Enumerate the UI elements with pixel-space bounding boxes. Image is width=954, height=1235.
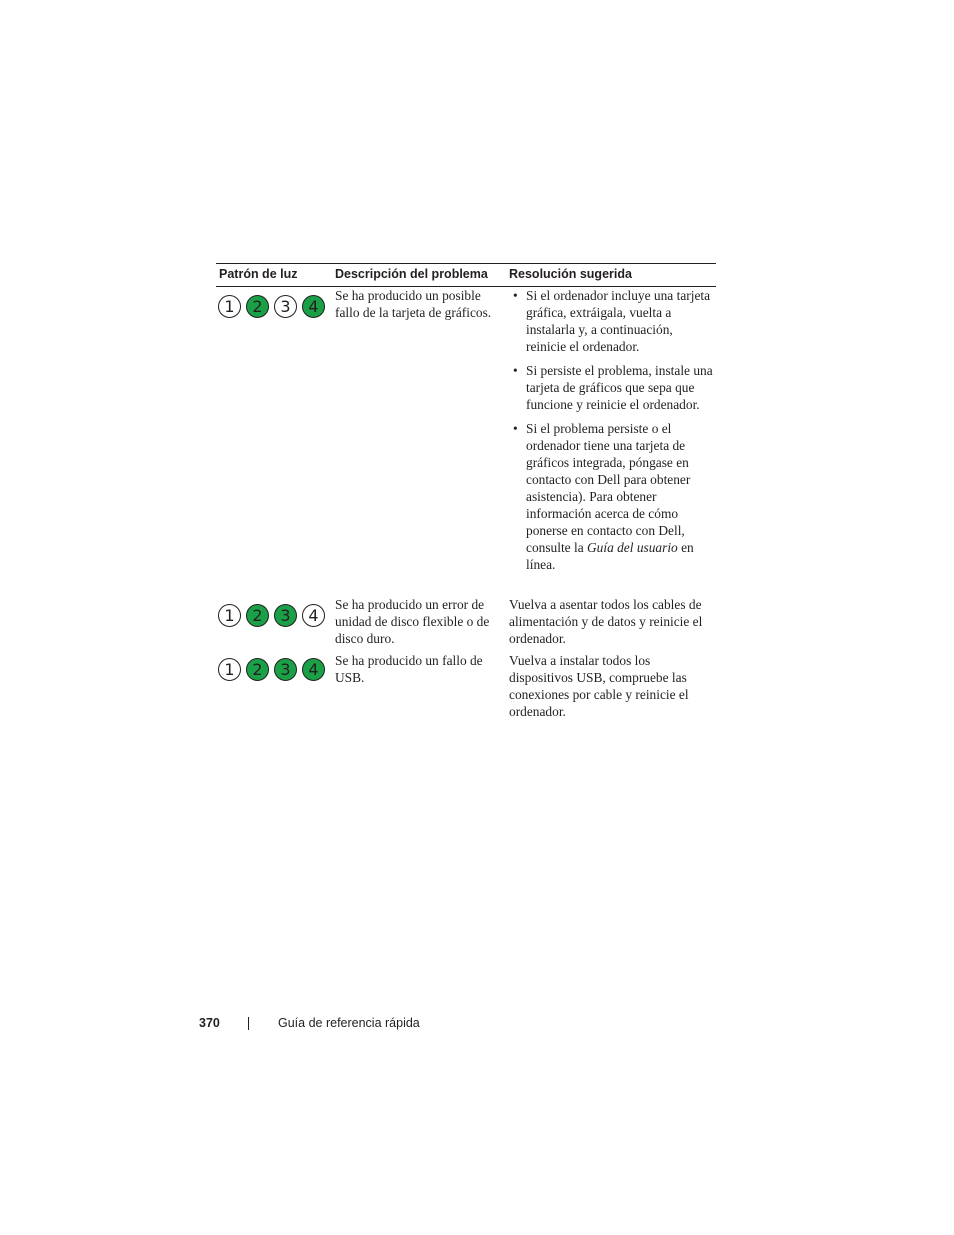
diagnostic-light-icon: 2 xyxy=(246,658,269,681)
footer-title: Guía de referencia rápida xyxy=(278,1016,420,1030)
header-resolution: Resolución sugerida xyxy=(509,267,632,281)
header-pattern: Patrón de luz xyxy=(219,267,298,281)
light-pattern xyxy=(218,604,330,629)
diagnostic-light-icon: 1 xyxy=(218,295,241,318)
diagnostic-light-icon: 1 xyxy=(218,658,241,681)
diagnostic-light-icon: 4 xyxy=(302,604,325,627)
diagnostic-light-icon: 2 xyxy=(246,295,269,318)
diagnostic-light-icon: 3 xyxy=(274,604,297,627)
diagnostic-light-icon: 4 xyxy=(302,295,325,318)
page-footer xyxy=(0,1016,954,1036)
problem-description: Se ha producido un posible fallo de la tarjeta de gráficos. xyxy=(335,288,492,320)
diagnostic-lights-table xyxy=(216,263,716,719)
user-guide-title: Guía del usuario xyxy=(586,540,678,555)
diagnostic-light-icon: 1 xyxy=(218,604,241,627)
list-item: • Si el problema persiste o el ordenador tiene una tarjeta de gráficos integrada, póngase en contacto con Dell para obtener asistencia). Para obtener información acerca de cómo ponerse en contacto con Dell, consulte la Guía del usuario en línea. xyxy=(509,420,715,573)
diagnostic-light-icon: 4 xyxy=(302,658,325,681)
suggested-resolution: Vuelva a asentar todos los cables de alimentación y de datos y reinicie el ordenador. xyxy=(509,597,703,646)
footer-divider xyxy=(248,1017,249,1030)
problem-description: Se ha producido un fallo de USB. xyxy=(335,653,483,685)
table-header xyxy=(216,264,716,287)
light-pattern xyxy=(218,295,330,320)
suggested-resolution xyxy=(509,287,715,580)
diagnostic-light-icon: 3 xyxy=(274,295,297,318)
page-number: 370 xyxy=(199,1016,220,1030)
list-item: • Si el ordenador incluye una tarjeta gráfica, extráigala, vuelta a instalarla y, a continuación, reinicie el ordenador. xyxy=(509,287,715,355)
problem-description: Se ha producido un error de unidad de disco flexible o de disco duro. xyxy=(335,597,490,646)
light-pattern xyxy=(218,658,330,683)
diagnostic-light-icon: 3 xyxy=(274,658,297,681)
list-item: • Si persiste el problema, instale una tarjeta de gráficos que sepa que funcione y reinicie el ordenador. xyxy=(509,362,715,413)
header-description: Descripción del problema xyxy=(335,267,488,281)
diagnostic-light-icon: 2 xyxy=(246,604,269,627)
suggested-resolution: Vuelva a instalar todos los dispositivos USB, compruebe las conexiones por cable y reinicie el ordenador. xyxy=(509,653,689,719)
